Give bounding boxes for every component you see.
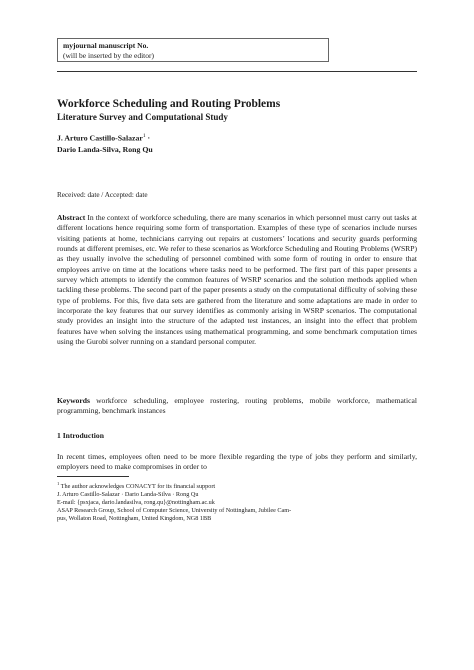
footnote [57,480,417,491]
manuscript-number-box [57,38,329,62]
keywords-text: workforce scheduling, employee rostering, routing problems, mobile workforce, mathematical programming, benchmark instances [57,396,417,416]
author-name-first: J. Arturo Castillo-Salazar [57,133,143,143]
footnote-text: The author acknowledges CONACYT for its financial support [59,483,216,491]
author-line-1 [57,131,417,144]
abstract-label: Abstract [57,213,86,222]
author-line-2: Dario Landa-Silva, Rong Qu [57,144,153,154]
footnote-rule [57,476,129,477]
paper-subtitle: Literature Survey and Computational Study [57,112,228,122]
manuscript-number-label: myjournal manuscript No. [63,41,149,50]
section-title: Introduction [62,431,104,440]
author-affiliation [57,491,417,523]
abstract-text: In the context of workforce scheduling, there are many scenarios in which personnel must carry out tasks at different locations hence requiring some form of transportation. Examples of these type of scenarios include nurses visiting patients at home, technicians carrying out repairs at customers’ locations and security guards performing rounds at different premises, etc. We refer to these scenarios as Workforce Scheduling and Routing Problems (WSRP) as they usually involve the scheduling of personnel combined with some form of routing in order to ensure that employees arrive on time at the locations where tasks need to be performed. The first part of this paper presents a survey which attempts to identify the common features of WSRP scenarios and the solution methods applied when tackling these problems. The second part of the paper presents a study on the computational difficulty of solving these type of problems. For this, five data sets are gathered from the literature and some adaptations are made in order to incorporate the key features that our survey identifies as commonly arising in WSRP scenarios. The computational study provides an insight into the structure of the adapted test instances, an insight into the effect that problem features have when solving the instances using mathematical programming, and some benchmark computation times using the Gurobi solver running on a standard personal computer. [57,213,417,347]
keywords-label: Keywords [57,396,90,405]
abstract [57,213,417,347]
footnote-number: 1 [57,481,60,486]
received-accepted-dates: Received: date / Accepted: date [57,191,148,199]
section-heading-introduction [57,431,417,441]
affiliation-address-2: pus, Wollaton Road, Nottingham, United Kingdom, NG8 1BB [57,515,212,523]
introduction-paragraph: In recent times, employees often need to be more flexible regarding the type of jobs they perform and similarly, employers need to make compromises in order to [57,452,417,472]
affiliation-authors: J. Arturo Castillo-Salazar · Dario Landa-Silva · Rong Qu [57,491,199,498]
header-rule [57,71,417,72]
footnote-mark: 1 [142,133,146,139]
author-list [57,131,417,155]
editor-note: (will be inserted by the editor) [63,50,155,60]
affiliation-address-1: ASAP Research Group, School of Computer Science, University of Nottingham, Jubilee Cam- [57,507,292,515]
author-separator: · [145,133,151,143]
keywords [57,396,417,417]
section-number: 1 [57,431,61,440]
affiliation-email: E-mail: {psxjaca, dario.landasilva, rong.qu}@nottingham.ac.uk [57,499,215,507]
paper-title: Workforce Scheduling and Routing Problems [57,98,281,110]
